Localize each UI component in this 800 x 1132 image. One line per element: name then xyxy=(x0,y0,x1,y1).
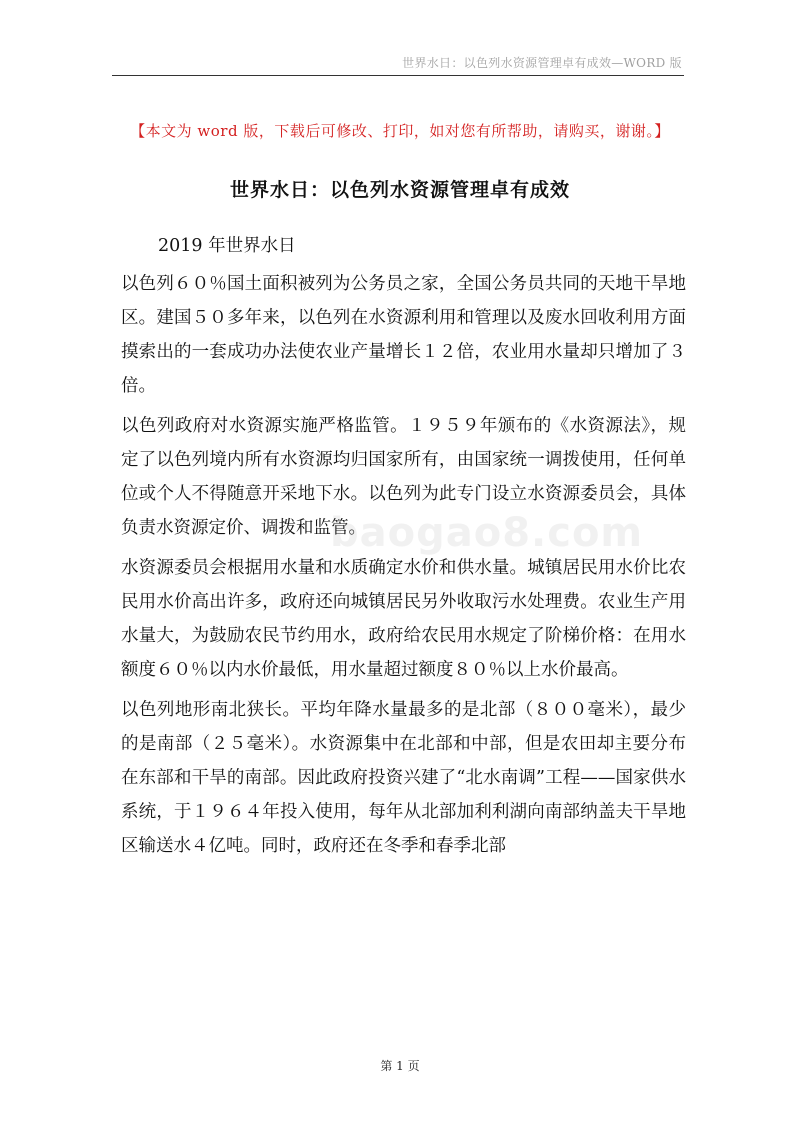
watermark: baogao8.com xyxy=(330,510,644,556)
page-number: 第 1 页 xyxy=(380,1059,420,1073)
paragraph-1: 以色列６０％国土面积被列为公务员之家，全国公务员共同的天地干旱地区。建国５０多年来，以色列在水资源利用和管理以及废水回收利用方面摸索出的一套成功办法使农业产量增长１２倍，农业用水量却只增加了３倍。 xyxy=(121,274,686,396)
header-divider xyxy=(112,75,684,76)
running-header: 世界水日：以色列水资源管理卓有成效—WORD 版 xyxy=(402,56,682,70)
paragraph-3: 水资源委员会根据用水量和水质确定水价和供水量。城镇居民用水价比农民用水价高出许多，政府还向城镇居民另外收取污水处理费。农业生产用水量大，为鼓励农民节约用水，政府给农民用水规定了阶梯价格：在用水额度６０％以内水价最低，用水量超过额度８０％以上水价最高。 xyxy=(121,558,686,680)
paragraph-4: 以色列地形南北狭长。平均年降水量最多的是北部（８００毫米），最少的是南部（２５毫米）。水资源集中在北部和中部，但是农田却主要分布在东部和干旱的南部。因此政府投资兴建了“北水南调”工程——国家供水系统，于１９６４年投入使用，每年从北部加利利湖向南部纳盖夫干旱地区输送水４亿吨。同时，政府还在冬季和春季北部 xyxy=(121,700,686,856)
document-body xyxy=(121,229,686,869)
download-notice: 【本文为 word 版，下载后可修改、打印，如对您有所帮助，请购买，谢谢。】 xyxy=(130,122,670,140)
document-subtitle: 2019 年世界水日 xyxy=(158,236,296,256)
document-title: 世界水日：以色列水资源管理卓有成效 xyxy=(229,179,570,201)
paragraph-2: 以色列政府对水资源实施严格监管。１９５９年颁布的《水资源法》，规定了以色列境内所有水资源均归国家所有，由国家统一调拨使用，任何单位或个人不得随意开采地下水。以色列为此专门设立水资源委员会，具体负责水资源定价、调拨和监管。 xyxy=(121,416,686,538)
